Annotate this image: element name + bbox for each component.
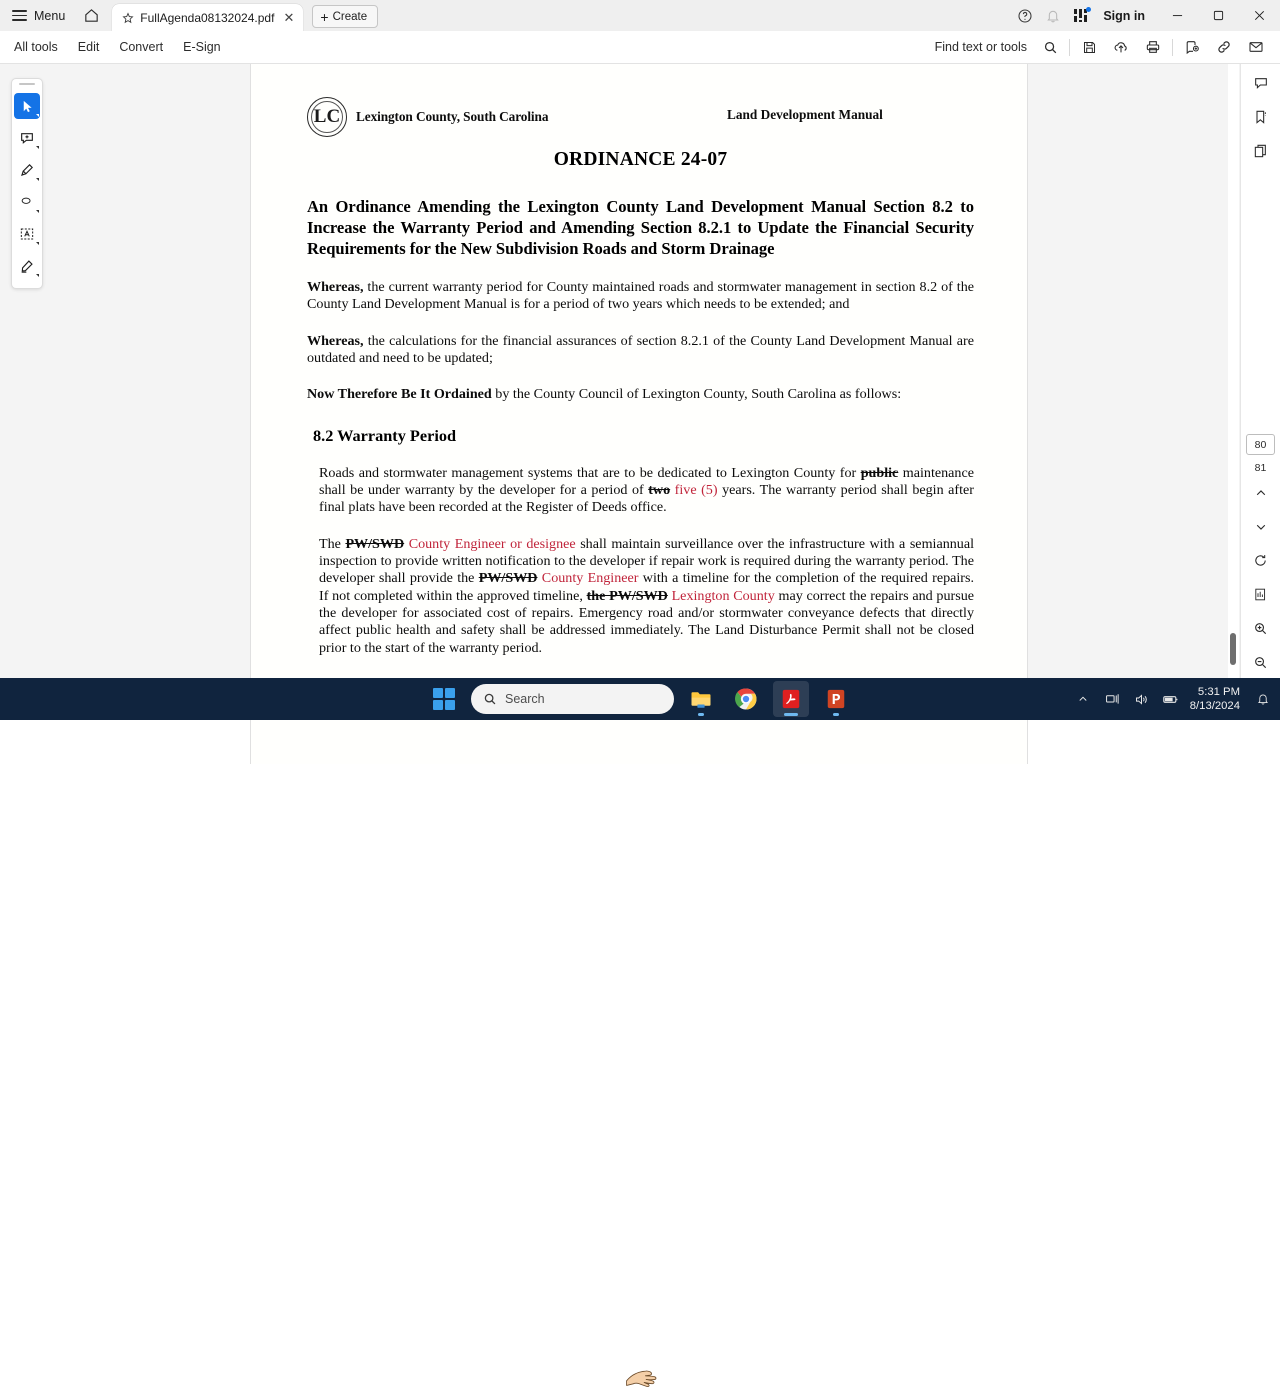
- current-page-input[interactable]: [1246, 434, 1275, 455]
- scrollbar-thumb[interactable]: [1230, 633, 1236, 665]
- toolbar-right-group: [935, 31, 1280, 64]
- bell-icon: [1045, 8, 1061, 24]
- p2-deleted-pwswd-3: the PW/SWD: [586, 587, 668, 604]
- all-tools-label: All tools: [14, 40, 58, 54]
- battery-icon: [1162, 691, 1179, 708]
- tab-e-sign[interactable]: [173, 31, 231, 64]
- toolbar-separator-2: [1172, 39, 1173, 56]
- whereas-2-lead: Whereas,: [307, 332, 364, 349]
- zoom-in-button[interactable]: [1246, 613, 1276, 644]
- print-icon: [1145, 39, 1161, 55]
- app-grid-icon: [1074, 9, 1088, 22]
- taskbar-file-explorer[interactable]: [683, 681, 719, 717]
- whereas-1-body: the current warranty period for County maintained roads and stormwater management in section 8.2 of the County Land Development Manual is for a period of two years which needs to be extended; and: [307, 278, 974, 313]
- chevron-down-icon: [36, 114, 39, 117]
- restore-icon: [1213, 10, 1224, 21]
- notification-icon: [1256, 692, 1270, 706]
- titlebar-right-group: [1011, 0, 1280, 31]
- menu-label: Menu: [34, 8, 66, 23]
- chevron-down-icon: [36, 178, 39, 181]
- help-circle-icon: [1017, 8, 1033, 24]
- notification-badge: [1086, 7, 1091, 12]
- p2-inserted-engineer-1: County Engineer or designee: [404, 535, 576, 552]
- chevron-down-icon: [36, 274, 39, 277]
- add-comment-button[interactable]: [1176, 31, 1208, 64]
- tab-edit[interactable]: [68, 31, 110, 64]
- taskbar-acrobat[interactable]: [773, 681, 809, 717]
- tab-title: FullAgenda08132024.pdf: [140, 10, 275, 25]
- clock-time: 5:31 PM: [1197, 685, 1240, 698]
- left-rail: [0, 64, 250, 678]
- tray-overflow-button[interactable]: [1070, 681, 1097, 717]
- comment-bubble-icon: [19, 130, 35, 146]
- tab-convert[interactable]: [109, 31, 173, 64]
- comment-panel-button[interactable]: [1246, 67, 1276, 98]
- add-comment-icon: [1184, 39, 1200, 55]
- p2-text-c: with a timeline for the completion of the required repairs. If not completed within the approved timeline,: [319, 570, 975, 604]
- edit-label: Edit: [77, 40, 100, 54]
- bookmark-panel-button[interactable]: [1246, 101, 1276, 132]
- running-indicator: [833, 713, 839, 716]
- signature-pen-icon: [19, 258, 35, 274]
- windows-taskbar: [0, 678, 1280, 720]
- comment-tool-button[interactable]: [14, 125, 40, 151]
- surveillance-paragraph: [307, 536, 974, 657]
- select-tool-button[interactable]: [14, 93, 40, 119]
- chevron-down-icon: [36, 146, 39, 149]
- document-header: [307, 96, 974, 138]
- search-button[interactable]: [1034, 31, 1066, 64]
- pages-panel-button[interactable]: [1246, 135, 1276, 166]
- chrome-icon: [734, 687, 758, 711]
- doc-header-right: Land Development Manual: [727, 107, 883, 122]
- highlighter-icon: [19, 162, 35, 178]
- whereas-paragraph-2: [307, 333, 974, 368]
- sign-tool-button[interactable]: [14, 253, 40, 279]
- sign-in-label: Sign in: [1103, 8, 1145, 23]
- now-therefore-paragraph: [307, 386, 974, 403]
- email-button[interactable]: [1240, 31, 1272, 64]
- drag-grip-handle[interactable]: [19, 83, 35, 85]
- taskbar-clock[interactable]: [1186, 685, 1247, 714]
- comment-panel-icon: [1253, 75, 1269, 91]
- ordinance-number-title: ORDINANCE 24-07: [553, 149, 728, 170]
- rotate-page-button[interactable]: [1246, 545, 1276, 576]
- pages-panel-icon: [1253, 143, 1269, 159]
- page-view-icon: [1253, 587, 1268, 602]
- battery-button[interactable]: [1157, 681, 1184, 717]
- previous-page-button[interactable]: [1246, 477, 1276, 508]
- create-button[interactable]: [312, 5, 378, 28]
- network-button[interactable]: [1099, 681, 1126, 717]
- p2-text-b: shall maintain surveillance over the infrastructure with a semiannual inspection to provide written notification to the developer if repair work is required during the warranty period. The developer shall provide the: [319, 535, 975, 587]
- tab-all-tools[interactable]: [4, 31, 68, 64]
- upload-cloud-icon: [1113, 39, 1129, 55]
- print-button[interactable]: [1137, 31, 1169, 64]
- p1-text-b: maintenance shall be under warranty by the developer for a period of: [319, 464, 974, 498]
- section-8-2-heading: 8.2 Warranty Period: [313, 425, 457, 445]
- taskbar-search-input[interactable]: [471, 684, 674, 714]
- start-button[interactable]: [426, 681, 462, 717]
- tools-toolbar: [0, 31, 1280, 64]
- cursor-arrow-icon: [20, 99, 35, 114]
- taskbar-chrome[interactable]: [728, 681, 764, 717]
- star-icon[interactable]: [122, 12, 134, 24]
- whereas-1-lead: Whereas,: [307, 278, 364, 295]
- zoom-in-icon: [1253, 621, 1268, 636]
- add-text-icon: [19, 226, 35, 242]
- save-button[interactable]: [1073, 31, 1105, 64]
- sign-in-button[interactable]: [1095, 9, 1157, 23]
- notifications-button[interactable]: [1039, 0, 1067, 31]
- chevron-down-icon: [36, 210, 39, 213]
- draw-tool-button[interactable]: [14, 189, 40, 215]
- document-main-title: An Ordinance Amending the Lexington County Land Development Manual Section 8.2 to Increase the Warranty Period and Amending Section 8.2.1 to Update the Financial Security Requirements for the New Subdivision Roads and Storm Drainage: [307, 197, 974, 258]
- acrobat-reader-icon: [780, 688, 802, 710]
- maximize-button[interactable]: [1198, 0, 1239, 31]
- doc-header-left: Lexington County, South Carolina: [356, 109, 549, 124]
- share-link-button[interactable]: [1208, 31, 1240, 64]
- hamburger-icon: [12, 10, 27, 21]
- menu-button[interactable]: [0, 0, 74, 31]
- p2-text-d: may correct the repairs and pursue the developer for associated cost of repairs. Emergency road and/or stormwater conveyance defects that directly affect public health and safety shall be addressed immediately. The Land Disturbance Permit shall not be closed prior to the start of the warranty period.: [319, 587, 974, 656]
- p1-text-a: Roads and stormwater management systems that are to be dedicated to Lexington County for: [319, 464, 861, 481]
- p2-inserted-lexington: Lexington County: [667, 587, 775, 604]
- p2-deleted-pwswd-2: PW/SWD: [478, 570, 538, 587]
- home-icon: [83, 7, 100, 24]
- save-icon: [1082, 40, 1097, 55]
- p1-inserted-five: five (5): [670, 481, 718, 498]
- document-tab[interactable]: [112, 4, 303, 31]
- chevron-down-icon: [36, 242, 39, 245]
- annotation-toolstrip: [11, 78, 43, 289]
- title-bar: [0, 0, 1280, 31]
- search-placeholder: Search: [505, 692, 545, 706]
- running-indicator: [784, 713, 798, 716]
- tab-close-icon[interactable]: ✕: [283, 10, 295, 25]
- network-icon: [1105, 692, 1120, 707]
- lasso-draw-icon: [19, 194, 35, 210]
- next-page-number[interactable]: 81: [1254, 462, 1267, 474]
- powerpoint-icon: [825, 688, 847, 710]
- pdf-page: [250, 64, 1028, 764]
- section-8-2-paragraph: [307, 465, 974, 517]
- p2-inserted-engineer-2: County Engineer: [537, 570, 639, 587]
- chevron-up-icon: [1254, 486, 1268, 500]
- zoom-out-button[interactable]: [1246, 647, 1276, 678]
- ordained-body: by the County Council of Lexington County, South Carolina as follows:: [491, 386, 902, 403]
- zoom-out-icon: [1253, 655, 1268, 670]
- p1-text-c: years. The warranty period shall begin after final plats have been recorded at the Register of Deeds office.: [319, 481, 974, 516]
- e-sign-label: E-Sign: [183, 40, 221, 54]
- windows-start-icon: [433, 688, 456, 711]
- volume-icon: [1134, 692, 1149, 707]
- help-button[interactable]: [1011, 0, 1039, 31]
- bookmark-panel-icon: [1253, 109, 1269, 125]
- ordained-lead: Now Therefore Be It Ordained: [307, 386, 492, 403]
- chevron-up-icon: [1077, 693, 1089, 705]
- p2-deleted-pwswd-1: PW/SWD: [345, 535, 405, 552]
- notification-center-button[interactable]: [1249, 681, 1276, 717]
- create-label: Create: [332, 10, 368, 23]
- highlight-tool-button[interactable]: [14, 157, 40, 183]
- toolbar-separator: [1069, 39, 1070, 56]
- window-close-button[interactable]: [1239, 0, 1280, 31]
- right-rail: [1240, 64, 1280, 678]
- chevron-down-icon: [1254, 520, 1268, 534]
- system-tray: [1070, 681, 1276, 717]
- p2-text-a: The: [319, 535, 346, 552]
- current-page-value: 80: [1254, 438, 1267, 451]
- whereas-paragraph-1: [307, 279, 974, 314]
- link-icon: [1216, 39, 1232, 55]
- running-indicator: [698, 713, 704, 716]
- seal-glyph: LC: [313, 106, 341, 127]
- file-explorer-icon: [689, 687, 713, 711]
- taskbar-center-group: [426, 681, 854, 717]
- taskbar-powerpoint[interactable]: [818, 681, 854, 717]
- search-icon: [483, 692, 497, 706]
- page-view-button[interactable]: [1246, 579, 1276, 610]
- volume-button[interactable]: [1128, 681, 1155, 717]
- rotate-icon: [1253, 553, 1268, 568]
- plus-icon: +: [320, 8, 329, 25]
- text-box-tool-button[interactable]: [14, 221, 40, 247]
- minimize-button[interactable]: [1157, 0, 1198, 31]
- home-button[interactable]: [74, 0, 108, 31]
- minimize-icon: [1172, 10, 1183, 21]
- convert-label: Convert: [119, 40, 164, 54]
- p1-deleted-two: two: [648, 481, 671, 498]
- search-icon: [1043, 40, 1058, 55]
- hand-cursor: [625, 1364, 671, 1390]
- apps-button[interactable]: [1067, 0, 1095, 31]
- email-icon: [1248, 39, 1264, 55]
- find-label: Find text or tools: [934, 40, 1027, 54]
- vertical-scrollbar[interactable]: [1228, 64, 1239, 678]
- close-icon: [1254, 10, 1265, 21]
- county-seal-icon: [307, 97, 347, 137]
- upload-button[interactable]: [1105, 31, 1137, 64]
- clock-date: 8/13/2024: [1189, 700, 1240, 712]
- next-page-button[interactable]: [1246, 511, 1276, 542]
- document-viewport[interactable]: [250, 64, 1240, 678]
- whereas-2-body: the calculations for the financial assurances of section 8.2.1 of the County Land Development Manual are outdated and need to be updated;: [307, 332, 974, 366]
- p1-deleted-public: public: [860, 464, 899, 481]
